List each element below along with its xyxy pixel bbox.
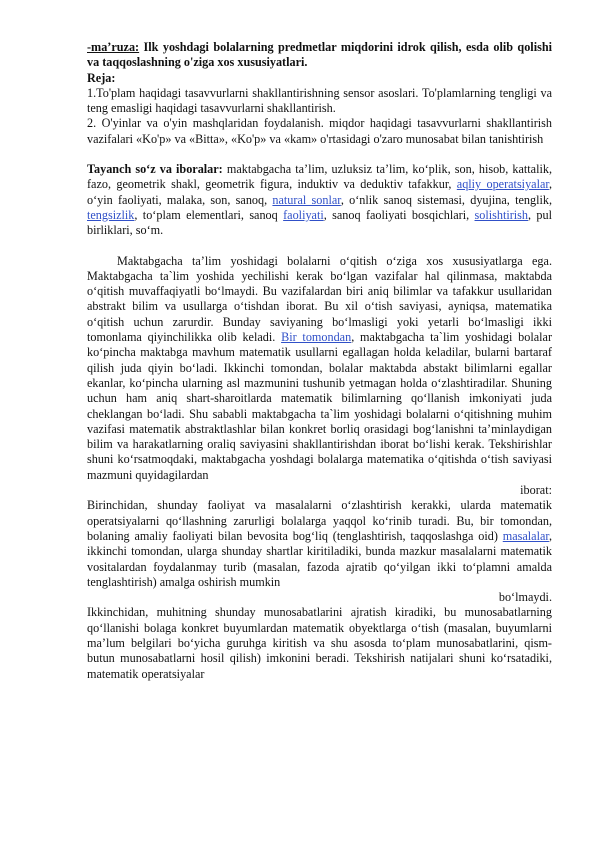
link-aqliy-operatsiyalar[interactable]: aqliy operatsiyalar — [456, 177, 549, 192]
link-solishtirish[interactable]: solishtirish — [474, 207, 529, 222]
body-paragraph-2 — [87, 498, 552, 590]
body-text: iborat: — [520, 483, 552, 498]
plan-item-2: 2. O'yinlar va o'yin mashqlaridan foydalanish. miqdor haqidagi tasavvurlarni shakllantirish vazifalari «Ko'p» va «Bitta», «Ko'p» va «kam» o'rtasidagi o'zaro munosabat bilan tanishtirish — [87, 116, 552, 146]
keywords-text: , o‘yin faoliyati, malaka, son, sanoq, — [87, 177, 552, 207]
link-faoliyati[interactable]: faoliyati — [283, 207, 324, 222]
body-text: , maktabgacha ta`lim yoshidagi bolalar ko‘pincha maktabga mavhum matematik usullarni egallagan holda keladilar, bularni bartaraf qilish juda qiyin bo‘ladi. Ikkinchi tomondan, bolalar maktabda abstakt bilimlarni egallar ekanlar, ko‘pincha ularning asl mazmunini tushunib yetmagan holda o‘zlashtiradilar. Shuning uchun ham aniq shart-sharoitlarda matematik bilimlarning qo‘llanish imkoniyati juda cheklangan bo‘ladi. Shu sababli maktabgacha ta`lim yoshidagi bolalarni o‘qitishning muhim vazifasi matematik abstraktlashlar bilan konkret borliq orasidagi bog‘lanishni ta’minlaydigan bilim va harakatlarning oraliq saviyasini shakllantirishdan iborat bo‘lishi kerak. Tekshirishlar shuni ko‘rsatmoqdaki, maktabgacha yoshdagi bolalarga matematika o‘qitishda o‘tish saviyasi mazmuni quyidagilardan — [87, 330, 552, 482]
link-natural-sonlar[interactable]: natural sonlar — [272, 192, 341, 207]
keywords-text: , pul birliklari, so‘m. — [87, 207, 553, 238]
body-paragraph-1 — [87, 254, 552, 483]
keywords-text: maktabgacha ta’lim, uzluksiz ta’lim, ko‘plik, son, hisob, kattalik, fazo, geometrik shakl, geometrik figura, induktiv va deduktiv tafakkur, — [87, 162, 552, 192]
lecture-label: -ma’ruza: — [87, 40, 140, 54]
body-text: , ikkinchi tomondan, ularga shunday shartlar kiritiladiki, bunda mazkur masalalarni matematik vositalardan foydalanmay turib (masalan, fazoda ajratib qo‘yilgan ikki to‘plamni amalda tenglashtirish) amalga oshirish mumkin — [87, 528, 552, 589]
keywords-text: , o‘nlik sanoq sistemasi, dyujina, tenglik, — [340, 192, 552, 207]
plan-heading — [87, 71, 552, 86]
spacer — [87, 239, 552, 254]
link-bir-tomondan[interactable]: Bir tomondan — [281, 330, 352, 345]
lecture-title — [87, 40, 552, 71]
body-paragraph-3: Ikkinchidan, muhitning shunday munosabatlarini ajratish kiradiki, bu munosabatlarning qo‘llanishi bolaga konkret buyumlardan matematik obyektlarga o‘tish (masalan, buyumlarni ma’lum belgilari bo‘yicha guruhga kiritish va shu asosda to‘plam munosabatlarini, qism- butun munosabatlarni hosil qilish) imkonini beradi. Tekshirish natijalari shuni ko‘rsatadiki, matematik operatsiyalar — [87, 605, 552, 681]
plan-item-1: 1.To'plam haqidagi tasavvurlarni shakllantirishning sensor asoslari. To'plamlarning tengligi va teng emasligi haqidagi tasavvurlarni shakllantirish. — [87, 85, 552, 116]
link-tengsizlik[interactable]: tengsizlik — [87, 207, 135, 222]
lecture-title-text: Ilk yoshdagi bolalarning predmetlar miqdorini idrok qilish, esda olib qolishi va taqqoslashning o'ziga xos xususiyatlari. — [87, 40, 552, 70]
body-paragraph-1-end — [87, 483, 552, 498]
plan-heading-text: Reja: — [87, 70, 116, 85]
keywords-paragraph — [87, 162, 552, 238]
body-text: bo‘lmaydi. — [498, 590, 552, 605]
keywords-label: Tayanch so‘z va iboralar: — [87, 162, 223, 177]
body-text: Birinchidan, shunday faoliyat va masalalarni o‘zlashtirish kerakki, ularda matematik operatsiyalarni qo‘llashning zarurligi bolalarga yaqqol ko‘rinib turadi. Bu, bir tomondan, bolaning amaliy faoliyati bilan bevosita bog‘liq (tenglashtirish, taqqoslashga oid) — [87, 498, 552, 543]
spacer — [87, 147, 552, 162]
link-masalalar[interactable]: masalalar — [502, 528, 549, 543]
keywords-text: , sanoq faoliyati bosqichlari, — [323, 207, 475, 222]
body-text: Maktabgacha ta’lim yoshidagi bolalarni o‘qitish o‘ziga xos xususiyatlarga ega. Maktabgacha ta`lim yoshida yechilishi kerak bo‘lgan vazifalar hal qilinmasa, maktabda o‘qitish muvaffaqiyatli bo‘lmaydi. Bu vazifalardan biri aniq bilimlar va tafakkur usullaridan abstrakt bilim va usullarga o‘tishdan iborat. Bu xil o‘tish saviyasi, ayniqsa, matematika o‘qitish uchun zarurdir. Bunday saviyaning bo‘lmasligi yoki yetarli bo‘lmasligi ikki tomonlama qiyinchilikka olib keladi. — [87, 253, 552, 345]
body-paragraph-2-end — [87, 590, 552, 605]
keywords-text: , to‘plam elementlari, sanoq — [134, 207, 284, 222]
